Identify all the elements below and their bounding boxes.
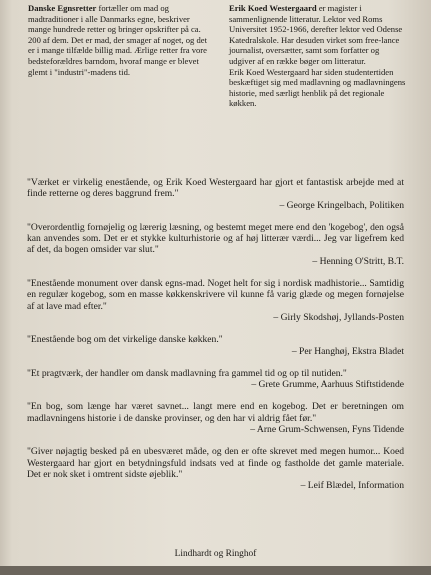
review-quote	[27, 177, 404, 211]
book-description-text: fortæller om mad og madtraditioner i alle Danmarks egne, beskriver mange hundrede retter og bringer opskrifter på ca. 200 af dem. Det er mad, der smager af noget, og det er i mange tilfælde billig mad. Ærlige retter fra vore bedsteforældres barndom, hvoraf mange er blevet glemt i "industri"-madens tid.	[28, 3, 207, 77]
review-quote	[27, 368, 404, 391]
quote-text: "Enestående bog om det virkelige danske køkken."	[27, 334, 223, 346]
author-name-lead: Erik Koed Westergaard	[229, 3, 317, 13]
page-edge-shadow	[0, 566, 431, 575]
review-quote	[27, 278, 404, 323]
quote-text: "Et pragtværk, der handler om dansk madlavning fra gammel tid og op til nutiden."	[27, 367, 347, 379]
author-bio-text: er magister i sammenlignende litteratur. Lektor ved Roms Universitet 1952-1966, derefter lektor ved Odense Katedralskole. Har desuden virket som free-lance journalist, oversætter, samt som forfatter og udgiver af en række bøger om litteratur.	[229, 3, 403, 66]
quote-text: "Enestående monument over dansk egns-mad. Noget helt for sig i nordisk madhistorie... Samtidig en regulær kogebog, som en masse køkkenskrivere vil kunne få varig glæde og megen fornøjelse af at lave mad efter."	[27, 278, 404, 312]
review-quote	[27, 446, 404, 491]
publisher-name: Lindhardt og Ringhof	[174, 549, 257, 559]
author-bio	[229, 3, 407, 109]
review-quotes	[27, 177, 404, 503]
quote-text: "Værket er virkelig enestående, og Erik Koed Westergaard har gjort et fantastisk arbejde med at finde retterne og deres baggrund frem."	[27, 177, 404, 200]
quote-text: "Overordentlig fornøjelig og lærerig læsning, og bestemt meget mere end den 'kogebog', den også kan anvendes som. Det er et stykke kulturhistorie og af høj litterær værdi... Jeg var ligefrem ked af det, da bogen omsider var slut."	[27, 221, 404, 256]
quote-source: – Leif Blædel, Information	[300, 480, 404, 492]
quote-source: – Per Hanghøj, Ekstra Bladet	[291, 345, 404, 357]
review-quote	[27, 222, 404, 267]
review-quote	[27, 401, 404, 435]
book-description	[28, 3, 211, 77]
quote-source: – Henning O'Stritt, B.T.	[312, 255, 404, 267]
quote-source: – Girly Skodshøj, Jyllands-Posten	[273, 311, 404, 323]
quote-text: "Giver nøjagtig besked på en ubesværet måde, og den er ofte skrevet med megen humor... Koed Westergaard har gjort en betydningsfuld indsats ved at finde og fastholde det gamle materiale. Det er nok sket i omtrent sidste øjeblik."	[27, 446, 404, 480]
quote-source: – Grete Grumme, Aarhuus Stiftstidende	[251, 379, 404, 391]
quote-source: – Arne Grum-Schwensen, Fyns Tidende	[250, 424, 404, 436]
review-quote	[27, 334, 404, 357]
author-bio-text-2: Erik Koed Westergaard har siden studentertiden beskæftiget sig med madlavning og madlavningens historie, med særligt henblik på det regionale køkken.	[229, 66, 406, 109]
quote-text: "En bog, som længe har været savnet... langt mere end en kogebog. Det er beretningen om madlavningens historie i de danske provinser, og den har vi aldrig fået før."	[27, 401, 404, 424]
book-title-lead: Danske Egnsretter	[28, 3, 97, 13]
quote-source: – George Kringelbach, Politiken	[279, 199, 404, 211]
